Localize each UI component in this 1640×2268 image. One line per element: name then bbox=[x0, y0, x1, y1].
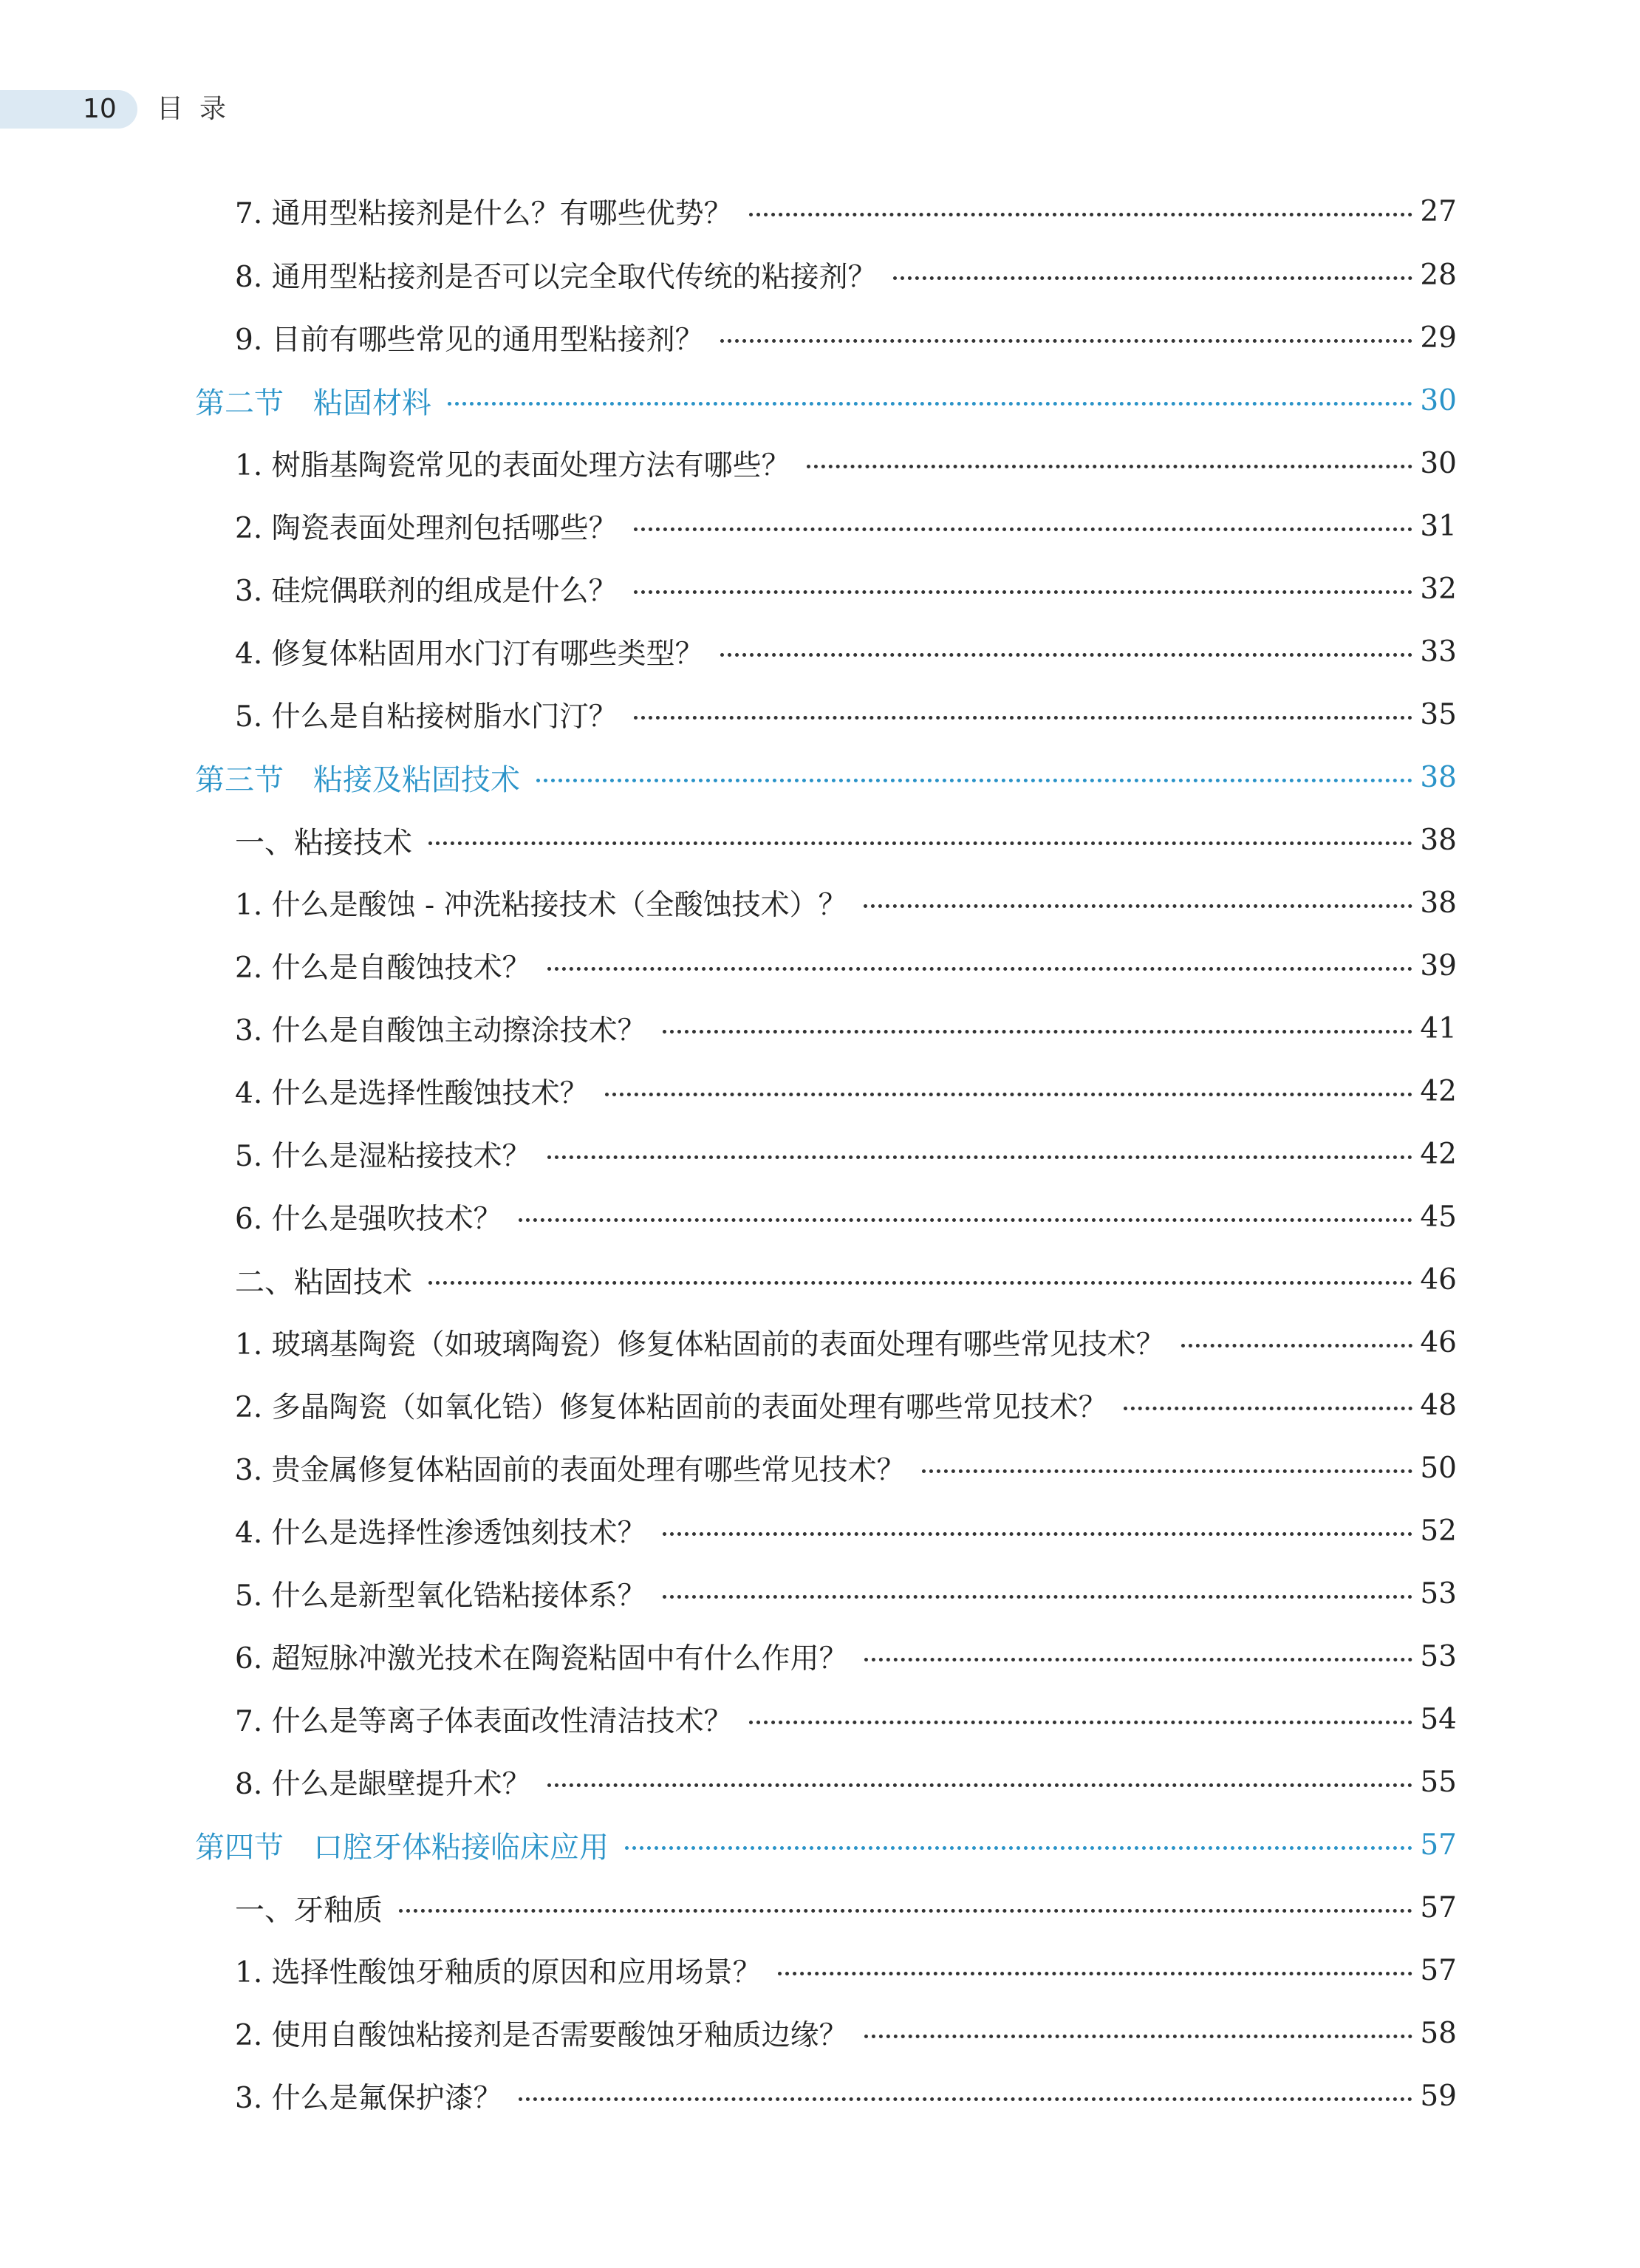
toc-entry-page: 39 bbox=[1420, 949, 1457, 983]
toc-entry-title: 4. 什么是选择性酸蚀技术？ bbox=[235, 1077, 589, 1110]
toc-entry-title: 6. 什么是强吹技术？ bbox=[235, 1203, 502, 1236]
dot-leader bbox=[625, 1846, 1412, 1850]
dot-leader bbox=[807, 465, 1413, 468]
toc-entry-page: 27 bbox=[1420, 194, 1457, 228]
header-title: 目录 bbox=[157, 94, 243, 124]
toc-entry[interactable] bbox=[235, 943, 1457, 988]
toc-section-title: 第四节 口腔牙体粘接临床应用 bbox=[195, 1830, 609, 1865]
toc-entry-title: 5. 什么是自粘接树脂水门汀？ bbox=[235, 700, 618, 734]
toc-entry-page: 53 bbox=[1420, 1577, 1457, 1611]
dot-leader bbox=[1181, 1344, 1413, 1348]
toc-subheading-page: 57 bbox=[1420, 1890, 1457, 1924]
dot-leader bbox=[634, 527, 1413, 531]
dot-leader bbox=[864, 1658, 1413, 1661]
toc-entry-page: 50 bbox=[1420, 1451, 1457, 1485]
dot-leader bbox=[663, 1532, 1413, 1536]
dot-leader bbox=[536, 779, 1412, 782]
toc-entry[interactable] bbox=[235, 1446, 1457, 1490]
toc-entry[interactable] bbox=[235, 1760, 1457, 1804]
dot-leader bbox=[547, 1783, 1413, 1787]
dot-leader bbox=[720, 653, 1413, 657]
toc-entry-page: 55 bbox=[1420, 1765, 1457, 1799]
dot-leader bbox=[749, 213, 1413, 216]
dot-leader bbox=[778, 1972, 1413, 1975]
dot-leader bbox=[893, 276, 1413, 280]
toc-entry[interactable] bbox=[235, 881, 1457, 925]
header-page-tab bbox=[0, 90, 137, 129]
toc-entry-title: 3. 什么是自酸蚀主动擦涂技术？ bbox=[235, 1014, 646, 1048]
toc-entry[interactable] bbox=[235, 253, 1457, 297]
toc-entry-page: 42 bbox=[1420, 1137, 1457, 1171]
toc-entry-title: 4. 什么是选择性渗透蚀刻技术？ bbox=[235, 1517, 646, 1550]
dot-leader bbox=[428, 841, 1412, 845]
toc-subheading[interactable] bbox=[235, 818, 1457, 862]
toc-entry-page: 52 bbox=[1420, 1514, 1457, 1548]
dot-leader bbox=[720, 339, 1413, 343]
toc-subheading[interactable] bbox=[235, 1257, 1457, 1302]
toc-entry-page: 30 bbox=[1420, 446, 1457, 480]
toc-entry[interactable] bbox=[235, 692, 1457, 737]
toc-entry[interactable] bbox=[235, 1571, 1457, 1616]
toc-subheading-title: 二、粘固技术 bbox=[235, 1265, 412, 1299]
toc-entry[interactable] bbox=[235, 1383, 1457, 1427]
toc-entry[interactable] bbox=[235, 1509, 1457, 1553]
toc-entry[interactable] bbox=[235, 2074, 1457, 2118]
dot-leader bbox=[519, 2097, 1413, 2101]
toc-entry[interactable] bbox=[235, 567, 1457, 611]
toc-section-title: 第三节 粘接及粘固技术 bbox=[195, 762, 520, 797]
toc-entry-title: 1. 玻璃基陶瓷（如玻璃陶瓷）修复体粘固前的表面处理有哪些常见技术？ bbox=[235, 1328, 1165, 1362]
toc-subheading-page: 46 bbox=[1420, 1263, 1457, 1297]
toc-entry[interactable] bbox=[235, 1132, 1457, 1176]
toc-section-heading[interactable] bbox=[195, 1823, 1457, 1867]
toc-entry-title: 4. 修复体粘固用水门汀有哪些类型？ bbox=[235, 638, 704, 671]
toc-section-page: 38 bbox=[1420, 760, 1457, 794]
toc-entry-title: 7. 什么是等离子体表面改性清洁技术？ bbox=[235, 1705, 733, 1738]
dot-leader bbox=[922, 1469, 1413, 1473]
toc-section-page: 30 bbox=[1420, 383, 1457, 417]
dot-leader bbox=[663, 1595, 1413, 1599]
toc-entry[interactable] bbox=[235, 504, 1457, 548]
toc-entry-page: 54 bbox=[1420, 1702, 1457, 1736]
toc-entry-page: 35 bbox=[1420, 697, 1457, 731]
toc-entry-title: 2. 使用自酸蚀粘接剂是否需要酸蚀牙釉质边缘？ bbox=[235, 2019, 848, 2052]
toc-entry-page: 29 bbox=[1420, 321, 1457, 355]
toc-section-page: 57 bbox=[1420, 1828, 1457, 1862]
toc-entry-title: 3. 硅烷偶联剂的组成是什么？ bbox=[235, 575, 618, 608]
dot-leader bbox=[547, 1155, 1413, 1159]
toc-entry[interactable] bbox=[235, 1195, 1457, 1239]
dot-leader bbox=[399, 1909, 1412, 1913]
toc-entry-page: 42 bbox=[1420, 1074, 1457, 1108]
dot-leader bbox=[634, 590, 1413, 594]
toc-entry-page: 31 bbox=[1420, 509, 1457, 543]
toc-section-heading[interactable] bbox=[195, 378, 1457, 423]
toc-entry[interactable] bbox=[235, 441, 1457, 485]
toc-entry-title: 2. 多晶陶瓷（如氧化锆）修复体粘固前的表面处理有哪些常见技术？ bbox=[235, 1391, 1107, 1424]
toc-entry-title: 1. 树脂基陶瓷常见的表面处理方法有哪些？ bbox=[235, 449, 790, 482]
dot-leader bbox=[547, 967, 1413, 971]
toc-entry-page: 41 bbox=[1420, 1011, 1457, 1045]
toc-entry[interactable] bbox=[235, 1006, 1457, 1051]
toc-entry-title: 1. 选择性酸蚀牙釉质的原因和应用场景？ bbox=[235, 1956, 762, 1989]
toc-entry[interactable] bbox=[235, 1320, 1457, 1364]
toc-entry[interactable] bbox=[235, 1697, 1457, 1741]
toc-entry[interactable] bbox=[235, 2011, 1457, 2055]
toc-entry-title: 7. 通用型粘接剂是什么？有哪些优势？ bbox=[235, 197, 733, 230]
dot-leader bbox=[428, 1281, 1412, 1285]
toc-entry-title: 9. 目前有哪些常见的通用型粘接剂？ bbox=[235, 324, 704, 357]
toc-entry-title: 6. 超短脉冲激光技术在陶瓷粘固中有什么作用？ bbox=[235, 1642, 848, 1676]
toc-entry-page: 53 bbox=[1420, 1639, 1457, 1673]
toc-entry-title: 8. 通用型粘接剂是否可以完全取代传统的粘接剂？ bbox=[235, 261, 877, 294]
toc-entry-page: 32 bbox=[1420, 572, 1457, 606]
toc-entry-title: 5. 什么是湿粘接技术？ bbox=[235, 1140, 531, 1173]
toc-entry[interactable] bbox=[235, 189, 1457, 233]
toc-entry[interactable] bbox=[235, 629, 1457, 674]
toc-entry-title: 8. 什么是龈壁提升术？ bbox=[235, 1768, 531, 1801]
toc-entry-title: 3. 什么是氟保护漆？ bbox=[235, 2082, 502, 2115]
toc-entry-title: 1. 什么是酸蚀 - 冲洗粘接技术（全酸蚀技术）？ bbox=[235, 889, 847, 922]
dot-leader bbox=[749, 1721, 1413, 1724]
toc-subheading[interactable] bbox=[235, 1885, 1457, 1930]
toc-entry-page: 28 bbox=[1420, 258, 1457, 292]
toc-entry-page: 58 bbox=[1420, 2016, 1457, 2050]
toc-entry[interactable] bbox=[235, 1634, 1457, 1678]
toc-entry[interactable] bbox=[235, 1069, 1457, 1113]
toc-entry[interactable] bbox=[235, 1948, 1457, 1992]
dot-leader bbox=[1124, 1407, 1413, 1410]
toc-entry-title: 2. 什么是自酸蚀技术？ bbox=[235, 952, 531, 985]
dot-leader bbox=[605, 1093, 1413, 1096]
toc-entry-page: 59 bbox=[1420, 2079, 1457, 2113]
toc-entry-page: 45 bbox=[1420, 1200, 1457, 1234]
toc-subheading-title: 一、牙釉质 bbox=[235, 1893, 383, 1927]
dot-leader bbox=[519, 1218, 1413, 1222]
dot-leader bbox=[864, 904, 1413, 908]
toc-entry-title: 3. 贵金属修复体粘固前的表面处理有哪些常见技术？ bbox=[235, 1454, 906, 1487]
page-number: 10 bbox=[83, 94, 117, 124]
dot-leader bbox=[864, 2035, 1413, 2038]
dot-leader bbox=[663, 1030, 1413, 1034]
dot-leader bbox=[634, 716, 1413, 720]
toc-entry-page: 48 bbox=[1420, 1388, 1457, 1422]
toc-entry-page: 33 bbox=[1420, 635, 1457, 669]
toc-section-title: 第二节 粘固材料 bbox=[195, 386, 431, 420]
toc-section-heading[interactable] bbox=[195, 755, 1457, 799]
dot-leader bbox=[448, 402, 1412, 406]
toc-entry-title: 2. 陶瓷表面处理剂包括哪些？ bbox=[235, 512, 618, 545]
toc-entry-title: 5. 什么是新型氧化锆粘接体系？ bbox=[235, 1579, 646, 1613]
toc-subheading-title: 一、粘接技术 bbox=[235, 825, 412, 860]
toc-subheading-page: 38 bbox=[1420, 823, 1457, 857]
toc-entry[interactable] bbox=[235, 315, 1457, 360]
toc-entry-page: 57 bbox=[1420, 1953, 1457, 1987]
toc-entry-page: 46 bbox=[1420, 1325, 1457, 1359]
toc-entry-page: 38 bbox=[1420, 886, 1457, 920]
